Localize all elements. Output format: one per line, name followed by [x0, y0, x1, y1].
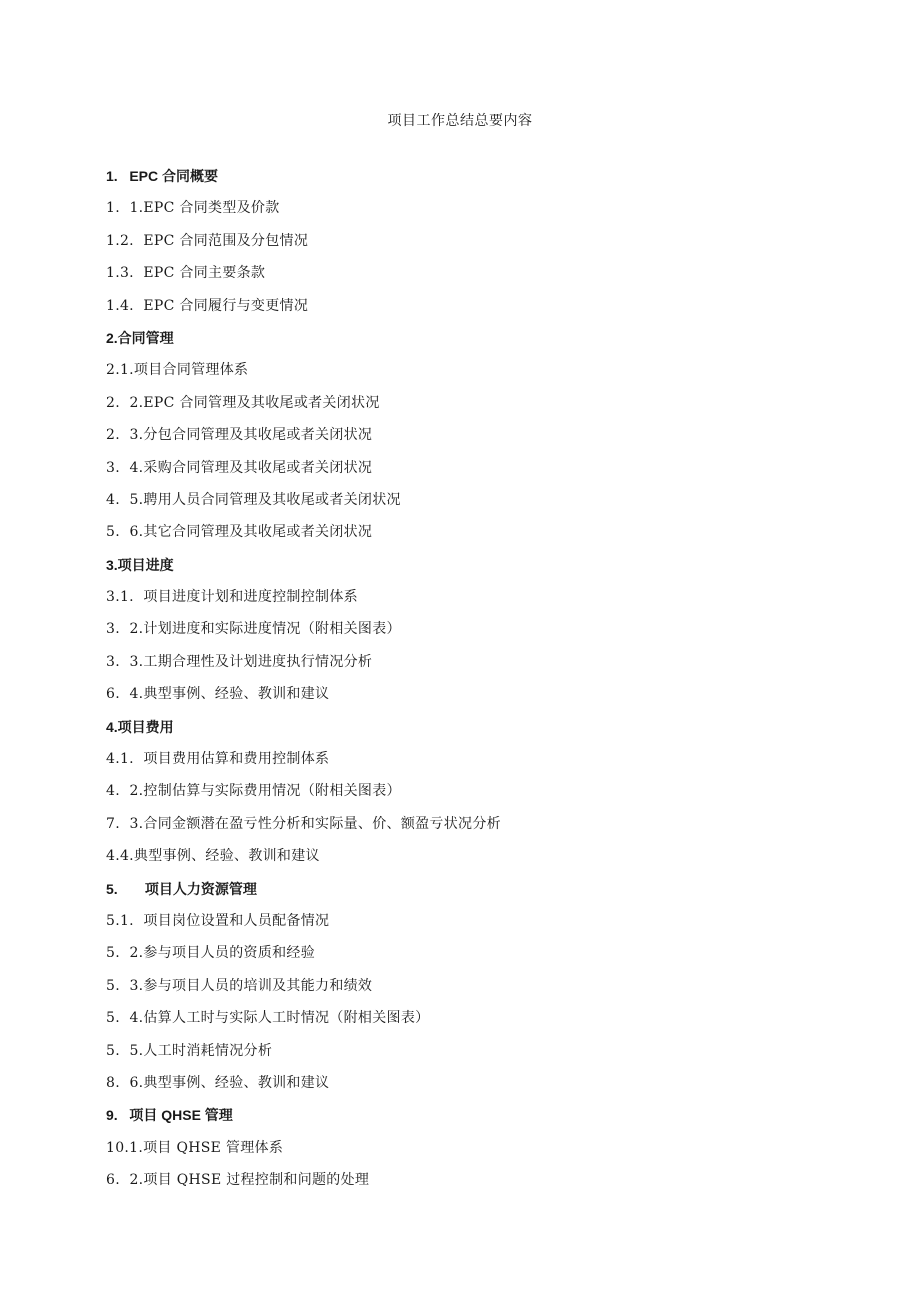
outline-item: 1.3. EPC 合同主要条款 — [106, 265, 266, 282]
outline-item: 10.1.项目 QHSE 管理体系 — [106, 1139, 284, 1156]
outline-item: 7. 3.合同金额潜在盈亏性分析和实际量、价、额盈亏状况分析 — [106, 815, 501, 832]
outline-item: 5. 6.其它合同管理及其收尾或者关闭状况 — [106, 524, 373, 541]
outline-item: 2. 2.EPC 合同管理及其收尾或者关闭状况 — [106, 394, 380, 411]
outline-item: 1. 1.EPC 合同类型及价款 — [106, 200, 280, 217]
outline-item: 4.4.典型事例、经验、教训和建议 — [106, 848, 320, 865]
outline-item: 4. 5.聘用人员合同管理及其收尾或者关闭状况 — [106, 491, 401, 508]
outline-item: 1.2. EPC 合同范围及分包情况 — [106, 232, 309, 249]
section-heading: 2.合同管理 — [106, 329, 174, 346]
section-heading: 1. EPC 合同概要 — [106, 168, 219, 184]
outline-item: 3. 4.采购合同管理及其收尾或者关闭状况 — [106, 459, 373, 476]
outline-item: 3.1. 项目进度计划和进度控制控制体系 — [106, 589, 358, 606]
outline-item: 5. 4.估算人工时与实际人工时情况（附相关图表） — [106, 1010, 430, 1027]
outline-item: 5.1. 项目岗位设置和人员配备情况 — [106, 912, 330, 929]
section-heading: 4.项目费用 — [106, 718, 174, 735]
outline-item: 5. 3.参与项目人员的培训及其能力和绩效 — [106, 977, 373, 994]
outline-item: 5. 5.人工时消耗情况分析 — [106, 1042, 273, 1059]
outline-item: 6. 2.项目 QHSE 过程控制和问题的处理 — [106, 1172, 370, 1189]
outline-item: 3. 3.工期合理性及计划进度执行情况分析 — [106, 653, 373, 670]
outline-item: 4.1. 项目费用估算和费用控制体系 — [106, 751, 330, 768]
outline-item: 5. 2.参与项目人员的资质和经验 — [106, 945, 316, 962]
section-heading: 3.项目进度 — [106, 556, 174, 573]
outline-item: 2.1.项目合同管理体系 — [106, 362, 249, 379]
outline-item: 2. 3.分包合同管理及其收尾或者关闭状况 — [106, 427, 373, 444]
section-heading: 5. 项目人力资源管理 — [106, 880, 257, 897]
outline-list — [106, 160, 826, 1197]
section-heading: 9. 项目 QHSE 管理 — [106, 1107, 233, 1124]
outline-item: 1.4. EPC 合同履行与变更情况 — [106, 297, 309, 314]
outline-item: 8. 6.典型事例、经验、教训和建议 — [106, 1074, 330, 1091]
outline-item: 3. 2.计划进度和实际进度情况（附相关图表） — [106, 621, 401, 638]
document-title: 项目工作总结总要内容 — [387, 113, 533, 129]
outline-item: 4. 2.控制估算与实际费用情况（附相关图表） — [106, 783, 401, 800]
outline-item: 6. 4.典型事例、经验、教训和建议 — [106, 686, 330, 703]
